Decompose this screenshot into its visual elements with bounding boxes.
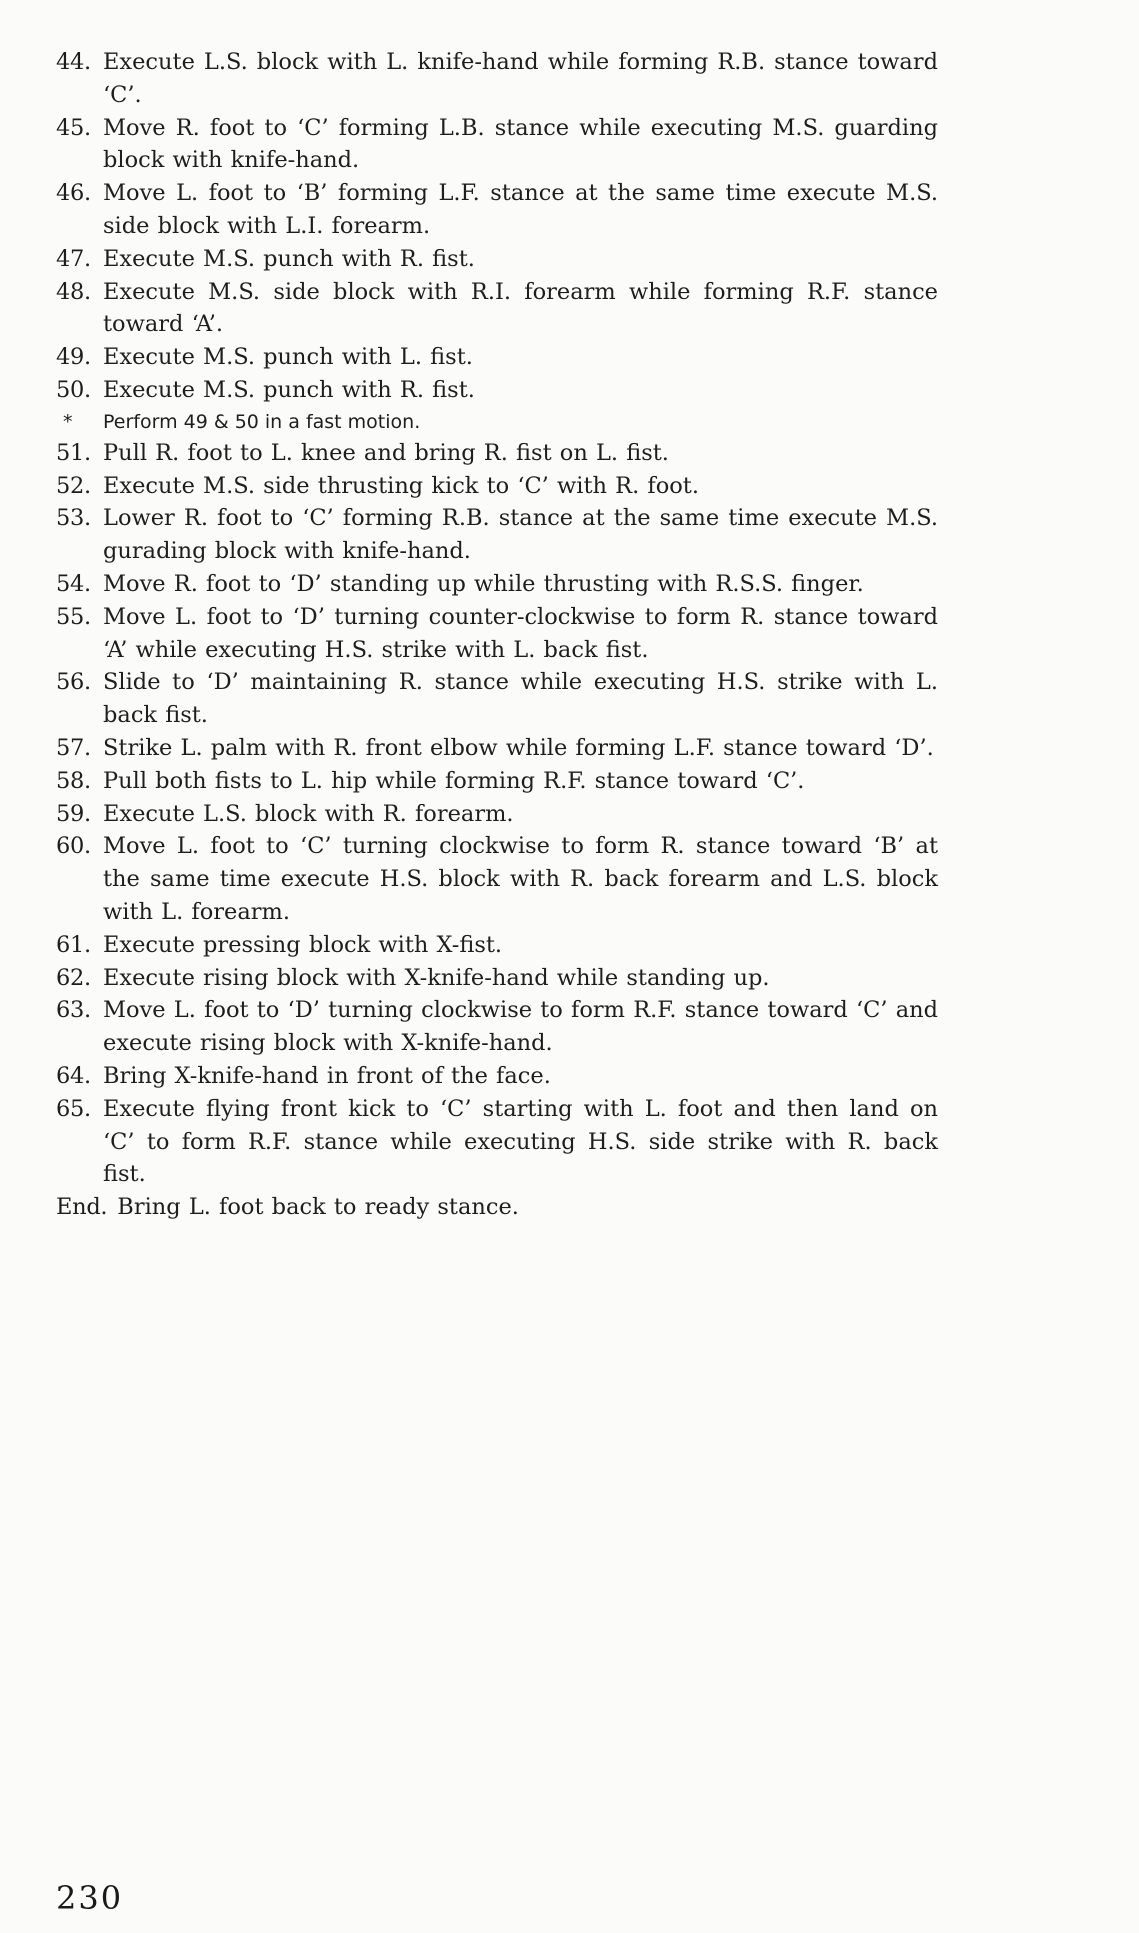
list-item xyxy=(56,112,938,178)
footnote xyxy=(63,407,938,437)
end-step xyxy=(56,1191,938,1224)
step-number: 65. xyxy=(56,1095,91,1122)
step-number: 61. xyxy=(56,931,91,958)
step-number: 49. xyxy=(56,344,91,371)
step-number: 57. xyxy=(56,734,91,761)
step-text: Move R. foot to ‘C’ forming L.B. stance while executing M.S. guarding block with knife-hand. xyxy=(103,114,938,174)
step-number: 53. xyxy=(56,505,91,532)
list-item xyxy=(56,666,938,732)
list-item xyxy=(56,765,938,798)
step-number: 46. xyxy=(56,180,91,207)
list-item xyxy=(56,374,938,407)
end-label: End. xyxy=(56,1194,108,1221)
list-item xyxy=(56,502,938,568)
step-number: 50. xyxy=(56,376,91,403)
step-text: Execute L.S. block with R. forearm. xyxy=(103,800,514,827)
step-text: Strike L. palm with R. front elbow while forming L.F. stance toward ‘D’. xyxy=(103,734,934,761)
list-item xyxy=(56,830,938,928)
footnote-text: Perform 49 & 50 in a fast motion. xyxy=(103,410,421,433)
instruction-list xyxy=(56,46,938,1224)
list-item xyxy=(56,962,938,995)
list-item xyxy=(56,46,938,112)
step-text: Execute M.S. punch with R. fist. xyxy=(103,245,475,272)
step-text: Execute pressing block with X-fist. xyxy=(103,931,503,958)
step-text: Pull R. foot to L. knee and bring R. fist on L. fist. xyxy=(103,439,669,466)
step-text: Slide to ‘D’ maintaining R. stance while executing H.S. strike with L. back fist. xyxy=(103,669,938,729)
step-number: 60. xyxy=(56,833,91,860)
list-item xyxy=(56,341,938,374)
step-text: Execute rising block with X-knife-hand while standing up. xyxy=(103,964,770,991)
step-text: Execute flying front kick to ‘C’ starting with L. foot and then land on ‘C’ to form R.F. stance while executing H.S. side strike with R. back fist. xyxy=(103,1095,938,1188)
step-number: 59. xyxy=(56,800,91,827)
list-item xyxy=(56,177,938,243)
list-item xyxy=(56,994,938,1060)
list-item xyxy=(56,929,938,962)
list-item xyxy=(56,437,938,470)
step-text: Move L. foot to ‘D’ turning clockwise to form R.F. stance toward ‘C’ and execute rising block with X-knife-hand. xyxy=(103,997,938,1057)
list-item xyxy=(56,798,938,831)
list-item xyxy=(56,601,938,667)
step-text: Move L. foot to ‘D’ turning counter-clockwise to form R. stance toward ‘A’ while executing H.S. strike with L. back fist. xyxy=(103,603,938,663)
step-number: 58. xyxy=(56,767,91,794)
list-item xyxy=(56,1093,938,1191)
step-number: 51. xyxy=(56,439,91,466)
step-number: 52. xyxy=(56,472,91,499)
list-item xyxy=(56,568,938,601)
step-number: 48. xyxy=(56,278,91,305)
step-text: Execute M.S. side thrusting kick to ‘C’ with R. foot. xyxy=(103,472,699,499)
step-text: Move L. foot to ‘B’ forming L.F. stance at the same time execute M.S. side block with L.I. forearm. xyxy=(103,180,938,239)
list-item xyxy=(56,1060,938,1093)
asterisk-mark: * xyxy=(63,410,73,433)
step-number: 63. xyxy=(56,997,91,1024)
step-text: Execute M.S. punch with L. fist. xyxy=(103,344,473,371)
step-text: Move R. foot to ‘D’ standing up while thrusting with R.S.S. finger. xyxy=(103,570,864,597)
list-item xyxy=(56,243,938,276)
step-number: 62. xyxy=(56,964,91,991)
end-text: Bring L. foot back to ready stance. xyxy=(117,1194,519,1221)
step-text: Move L. foot to ‘C’ turning clockwise to form R. stance toward ‘B’ at the same time execute H.S. block with R. back forearm and L.S. block with L. forearm. xyxy=(103,833,938,925)
step-text: Execute M.S. side block with R.I. forearm while forming R.F. stance toward ‘A’. xyxy=(103,278,938,338)
step-number: 47. xyxy=(56,245,91,272)
step-text: Bring X-knife-hand in front of the face. xyxy=(103,1062,551,1089)
step-text: Lower R. foot to ‘C’ forming R.B. stance at the same time execute M.S. gurading block with knife-hand. xyxy=(103,505,938,565)
step-number: 44. xyxy=(56,49,91,75)
list-item xyxy=(56,470,938,503)
page-number: 230 xyxy=(56,1879,124,1917)
step-number: 45. xyxy=(56,114,91,141)
step-number: 56. xyxy=(56,669,91,696)
step-number: 54. xyxy=(56,570,91,597)
step-number: 64. xyxy=(56,1062,91,1089)
step-text: Pull both fists to L. hip while forming R.F. stance toward ‘C’. xyxy=(103,767,805,794)
step-text: Execute M.S. punch with R. fist. xyxy=(103,376,475,403)
step-number: 55. xyxy=(56,603,91,630)
list-item xyxy=(56,276,938,342)
list-item xyxy=(56,732,938,765)
step-text: Execute L.S. block with L. knife-hand while forming R.B. stance toward ‘C’. xyxy=(103,49,938,108)
